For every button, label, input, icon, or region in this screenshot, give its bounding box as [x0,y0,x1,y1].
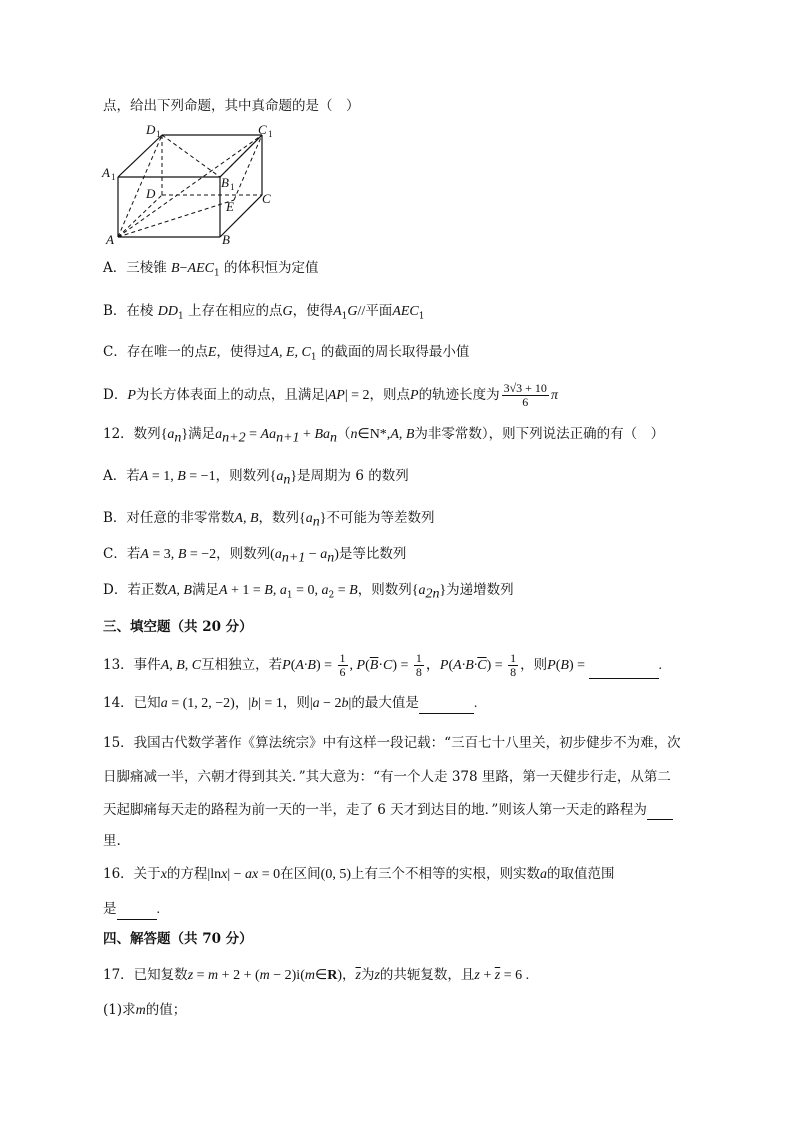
label-D1: D [146,122,156,137]
label-C: C [262,191,271,206]
q12-option-a: A．若A = 1, B = −1，则数列$\{a_n\}$是周期为 6 的数列 [103,468,409,488]
q14: 14．已知a = (1, 2, −2)，|b| = 1，则|a − 2b|的最大值是 . [103,693,477,714]
svg-text:1: 1 [268,129,273,139]
q16-line-2: 是 . [103,899,160,920]
svg-text:1: 1 [156,129,161,139]
svg-text:1: 1 [230,182,235,192]
q17: 17．已知复数z = m + 2 + (m − 2)i(m∈R)，$\overline{z}$为z的共轭复数，且$z + \overline{z} = 6$ . [103,967,530,983]
svg-text:1: 1 [111,172,116,182]
q12-option-b: B．对任意的非零常数A, B，数列$\{a_n\}$不可能为等差数列 [103,510,435,530]
q11-option-d: D．P为长方体表面上的动点，且满足|AP| = 2，则点P的轨迹长度为 $\frac{3√3 + 10}{6}$ π [103,381,558,409]
section-fill-in: 三、填空题（共 20 分） [103,619,253,635]
label-B: B [222,232,230,247]
label-A: A [106,232,114,247]
q16-line-1: 16．关于x的方程|lnx| − ax = 0在区间(0, 5)上有三个不相等的实根，则实数a的取值范围 [103,866,615,882]
q11-option-b: B．在棱 $DD_1$ 上存在相应的点G，使得$A_1G//$平面$AEC_1$ [103,303,425,322]
q11-option-c: C．存在唯一的点E，使得过A, E, $C_1$ 的截面的周长取得最小值 [103,344,470,363]
q12-stem: 12．数列$\{a_n\}$满足$a_{n+2} = Aa_{n+1}$ + $Ba_n(n\in N*,A$, B为非零常数），则下列说法正确的有（ ） [103,426,665,446]
q15-line-3: 天起脚痛每天走的路程为前一天的一半，走了 6 天才到达目的地．”则该人第一天走的路程为 [103,800,673,820]
q15-line-2: 日脚痛减一半，六朝才得到其关．”其大意为：“有一个人走 378 里路，第一天健步行走，从第二 [103,769,671,785]
label-D: D [146,186,156,201]
section-answers: 四、解答题（共 70 分） [103,931,253,947]
label-E: E [226,199,234,214]
q15-line-1: 15．我国古代数学著作《算法统宗》中有这样一段记载：“三百七十八里关，初步健步不为难，次 [103,735,681,751]
q17-part-1: (1)求m的值； [103,1002,187,1018]
label-A1: A [102,165,110,180]
intro-text: 点，给出下列命题，其中真命题的是（ ） [103,98,360,114]
label-C1: C [258,122,267,137]
q12-option-d: D．若正数A, B满足A + 1 = B, $a_1 = 0$, $a_2 = B$，则数列$\{a_{2n}\}$为递增数列 [103,582,514,602]
q11-option-a: A．三棱锥 $B-AEC_1$ 的体积恒为定值 [103,260,319,279]
q13: 13．事件A, B, C互相独立，若P(A·B) = $\frac{1}{6}$ , $P(\overline{B}\cdot C)$ = $\frac{1}{8}$ ，$P(A\cdot B\cdot\overline{C})$ = $\frac{1}{8}$ ，则P(B) = . [103,651,663,679]
cuboid-figure [100,120,280,250]
q15-line-4: 里. [103,833,121,849]
q12-option-c: C．若A = 3, B = −2，则数列$(a_{n+1} - a_n)$是等比数列 [103,546,407,566]
label-B1: B [221,175,229,190]
